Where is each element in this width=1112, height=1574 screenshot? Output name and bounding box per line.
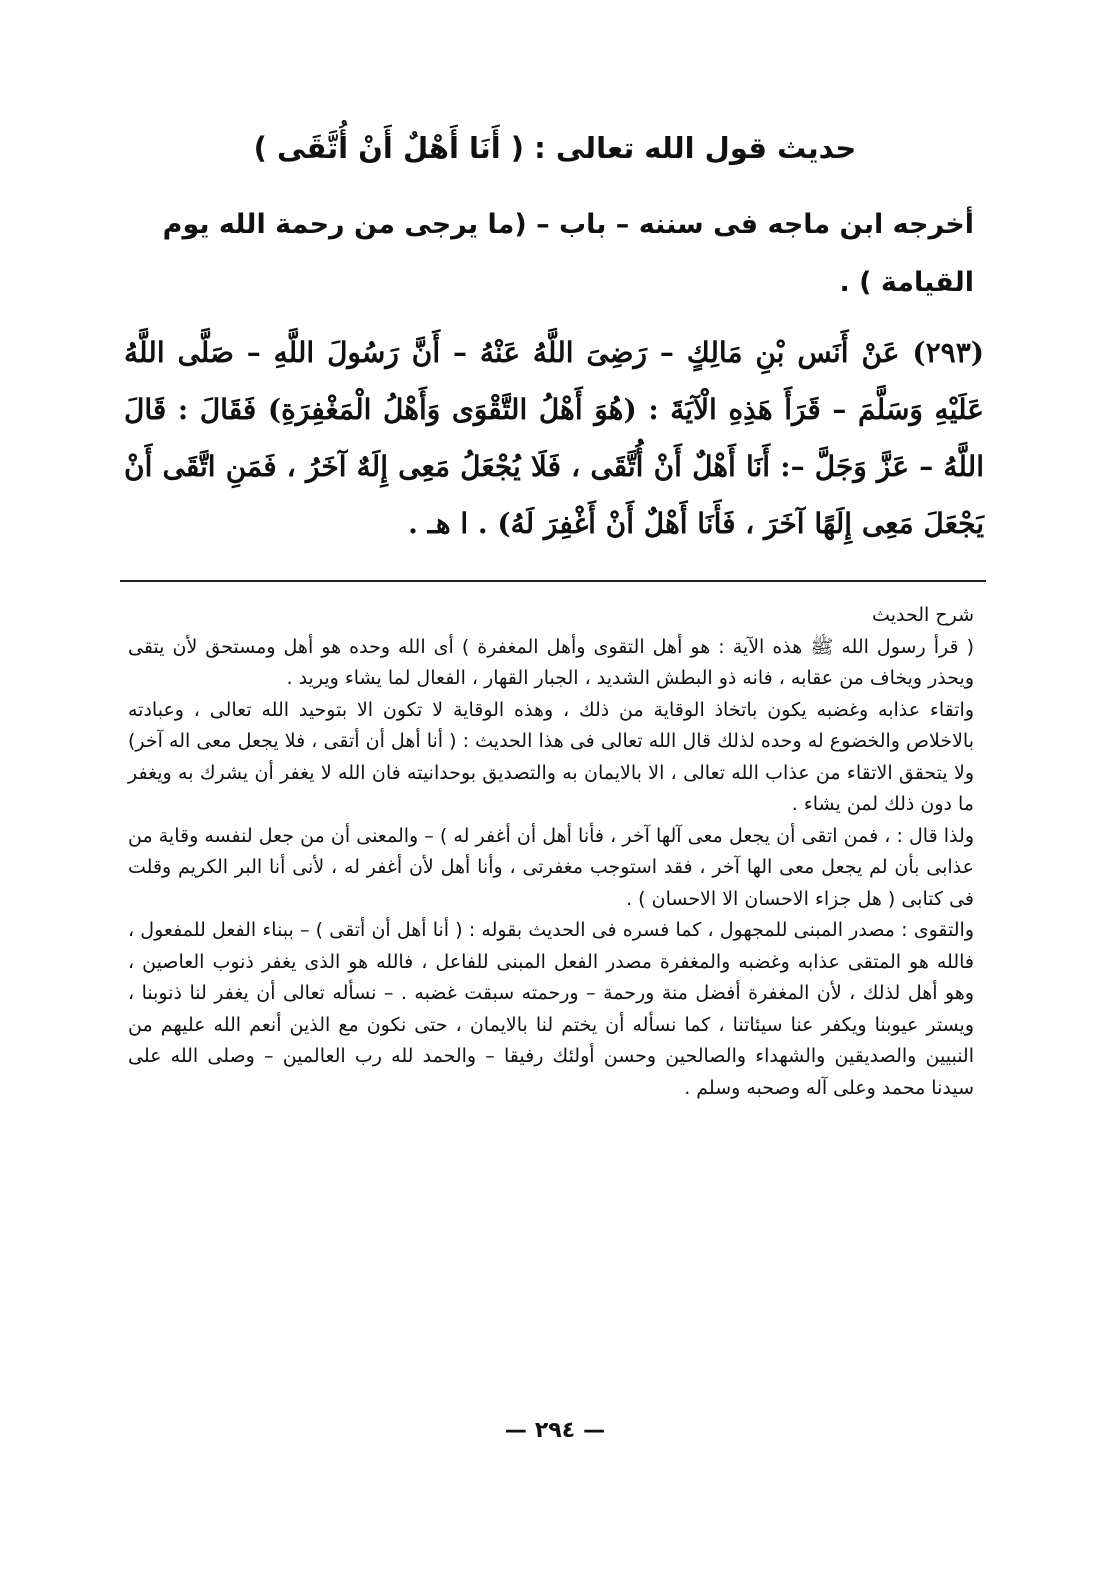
commentary-section [128,600,974,1104]
page-number-dash: — [583,1418,606,1443]
page-number-value: ٢٩٤ [534,1418,576,1443]
commentary-heading: شرح الحديث [872,604,974,626]
page-title: حديث قول الله تعالى : ( أَنَا أَهْلٌ أَنْ أُتَّقَى ) [253,131,857,165]
section-divider [120,580,986,582]
commentary-paragraph: ولذا قال : ، فمن اتقى أن يجعل معى آلها آخر ، فأنا أهل أن أغفر له ) – والمعنى أن من جعل لنفسه وقاية من عذابى بأن لم يجعل معى الها آخر ، فقد استوجب مغفرتى ، وأنا أهل لأن أغفر له ، لأنى أنا البر الكريم وقلت فى كتابى ( هل جزاء الاحسان الا الاحسان ) . [128,824,974,910]
page-number-dash: — [504,1418,527,1443]
hadith-text: (٢٩٣) عَنْ أَنَس بْنِ مَالِكٍ – رَضِىَ اللَّهُ عَنْهُ – أَنَّ رَسُولَ اللَّهِ – صَلَّى اللَّهُ عَلَيْهِ وَسَلَّمَ – قَرَأَ هَذِهِ الْآيَةَ : (هُوَ أَهْلُ التَّقْوَى وَأَهْلُ الْمَغْفِرَةِ) فَقَالَ : قَالَ اللَّهُ – عَزَّ وَجَلَّ –: أَنَا أَهْلٌ أَنْ أُتَّقَى ، فَلَا يُجْعَلُ مَعِى إِلَهٌ آخَرُ ، فَمَنِ اتَّقَى أَنْ يَجْعَلَ مَعِى إِلَهًا آخَرَ ، فَأَنَا أَهْلٌ أَنْ أَغْفِرَ لَهُ) . ا هـ . [124,336,984,540]
commentary-paragraph: واتقاء عذابه وغضبه يكون باتخاذ الوقاية من ذلك ، وهذه الوقاية لا تكون الا بتوحيد الله تعالى ، وعبادته بالاخلاص والخضوع له وحده لذلك قال الله تعالى فى هذا الحديث : ( أنا أهل أن أتقى ، فلا يجعل معى اله آخر) ولا يتحقق الاتقاء من عذاب الله تعالى ، الا بالايمان به والتصديق بوحدانيته فان الله لا يغفر أن يشرك به ويغفر ما دون ذلك لمن يشاء . [128,698,974,815]
commentary-paragraph: والتقوى : مصدر المبنى للمجهول ، كما فسره فى الحديث بقوله : ( أنا أهل أن أتقى ) – ببناء الفعل للمفعول ، فالله هو المتقى عذابه وغضبه والمغفرة مصدر الفعل المبنى للفاعل ، فالله هو الذى يغفر ذنوب العاصين ، وهو أهل لذلك ، لأن المغفرة أفضل منة ورحمة – ورحمته سبقت غضبه . – نسأله تعالى أن يغفر لنا ذنوبنا ، ويستر عيوبنا ويكفر عنا سيئاتنا ، كما نسأله أن يختم لنا بالايمان ، حتى نكون مع الذين أنعم الله عليهم من النبيين والصديقين والشهداء والصالحين وحسن أولئك رفيقا – والحمد لله رب العالمين – وصلى الله على سيدنا محمد وعلى آله وصحبه وسلم . [128,919,974,1099]
hadith-source: أخرجه ابن ماجه فى سننه – باب – (ما يرجى من رحمة الله يوم القيامة ) . [162,209,974,298]
commentary-paragraph: ( قرأ رسول الله ﷺ هذه الآية : هو أهل التقوى وأهل المغفرة ) أى الله وحده هو أهل ومستحق لأن يتقى ويحذر ويخاف من عقابه ، فانه ذو البطش الشديد ، الجبار القهار ، الفعال لما يشاء ويريد . [128,635,974,689]
page-number [470,1414,640,1448]
